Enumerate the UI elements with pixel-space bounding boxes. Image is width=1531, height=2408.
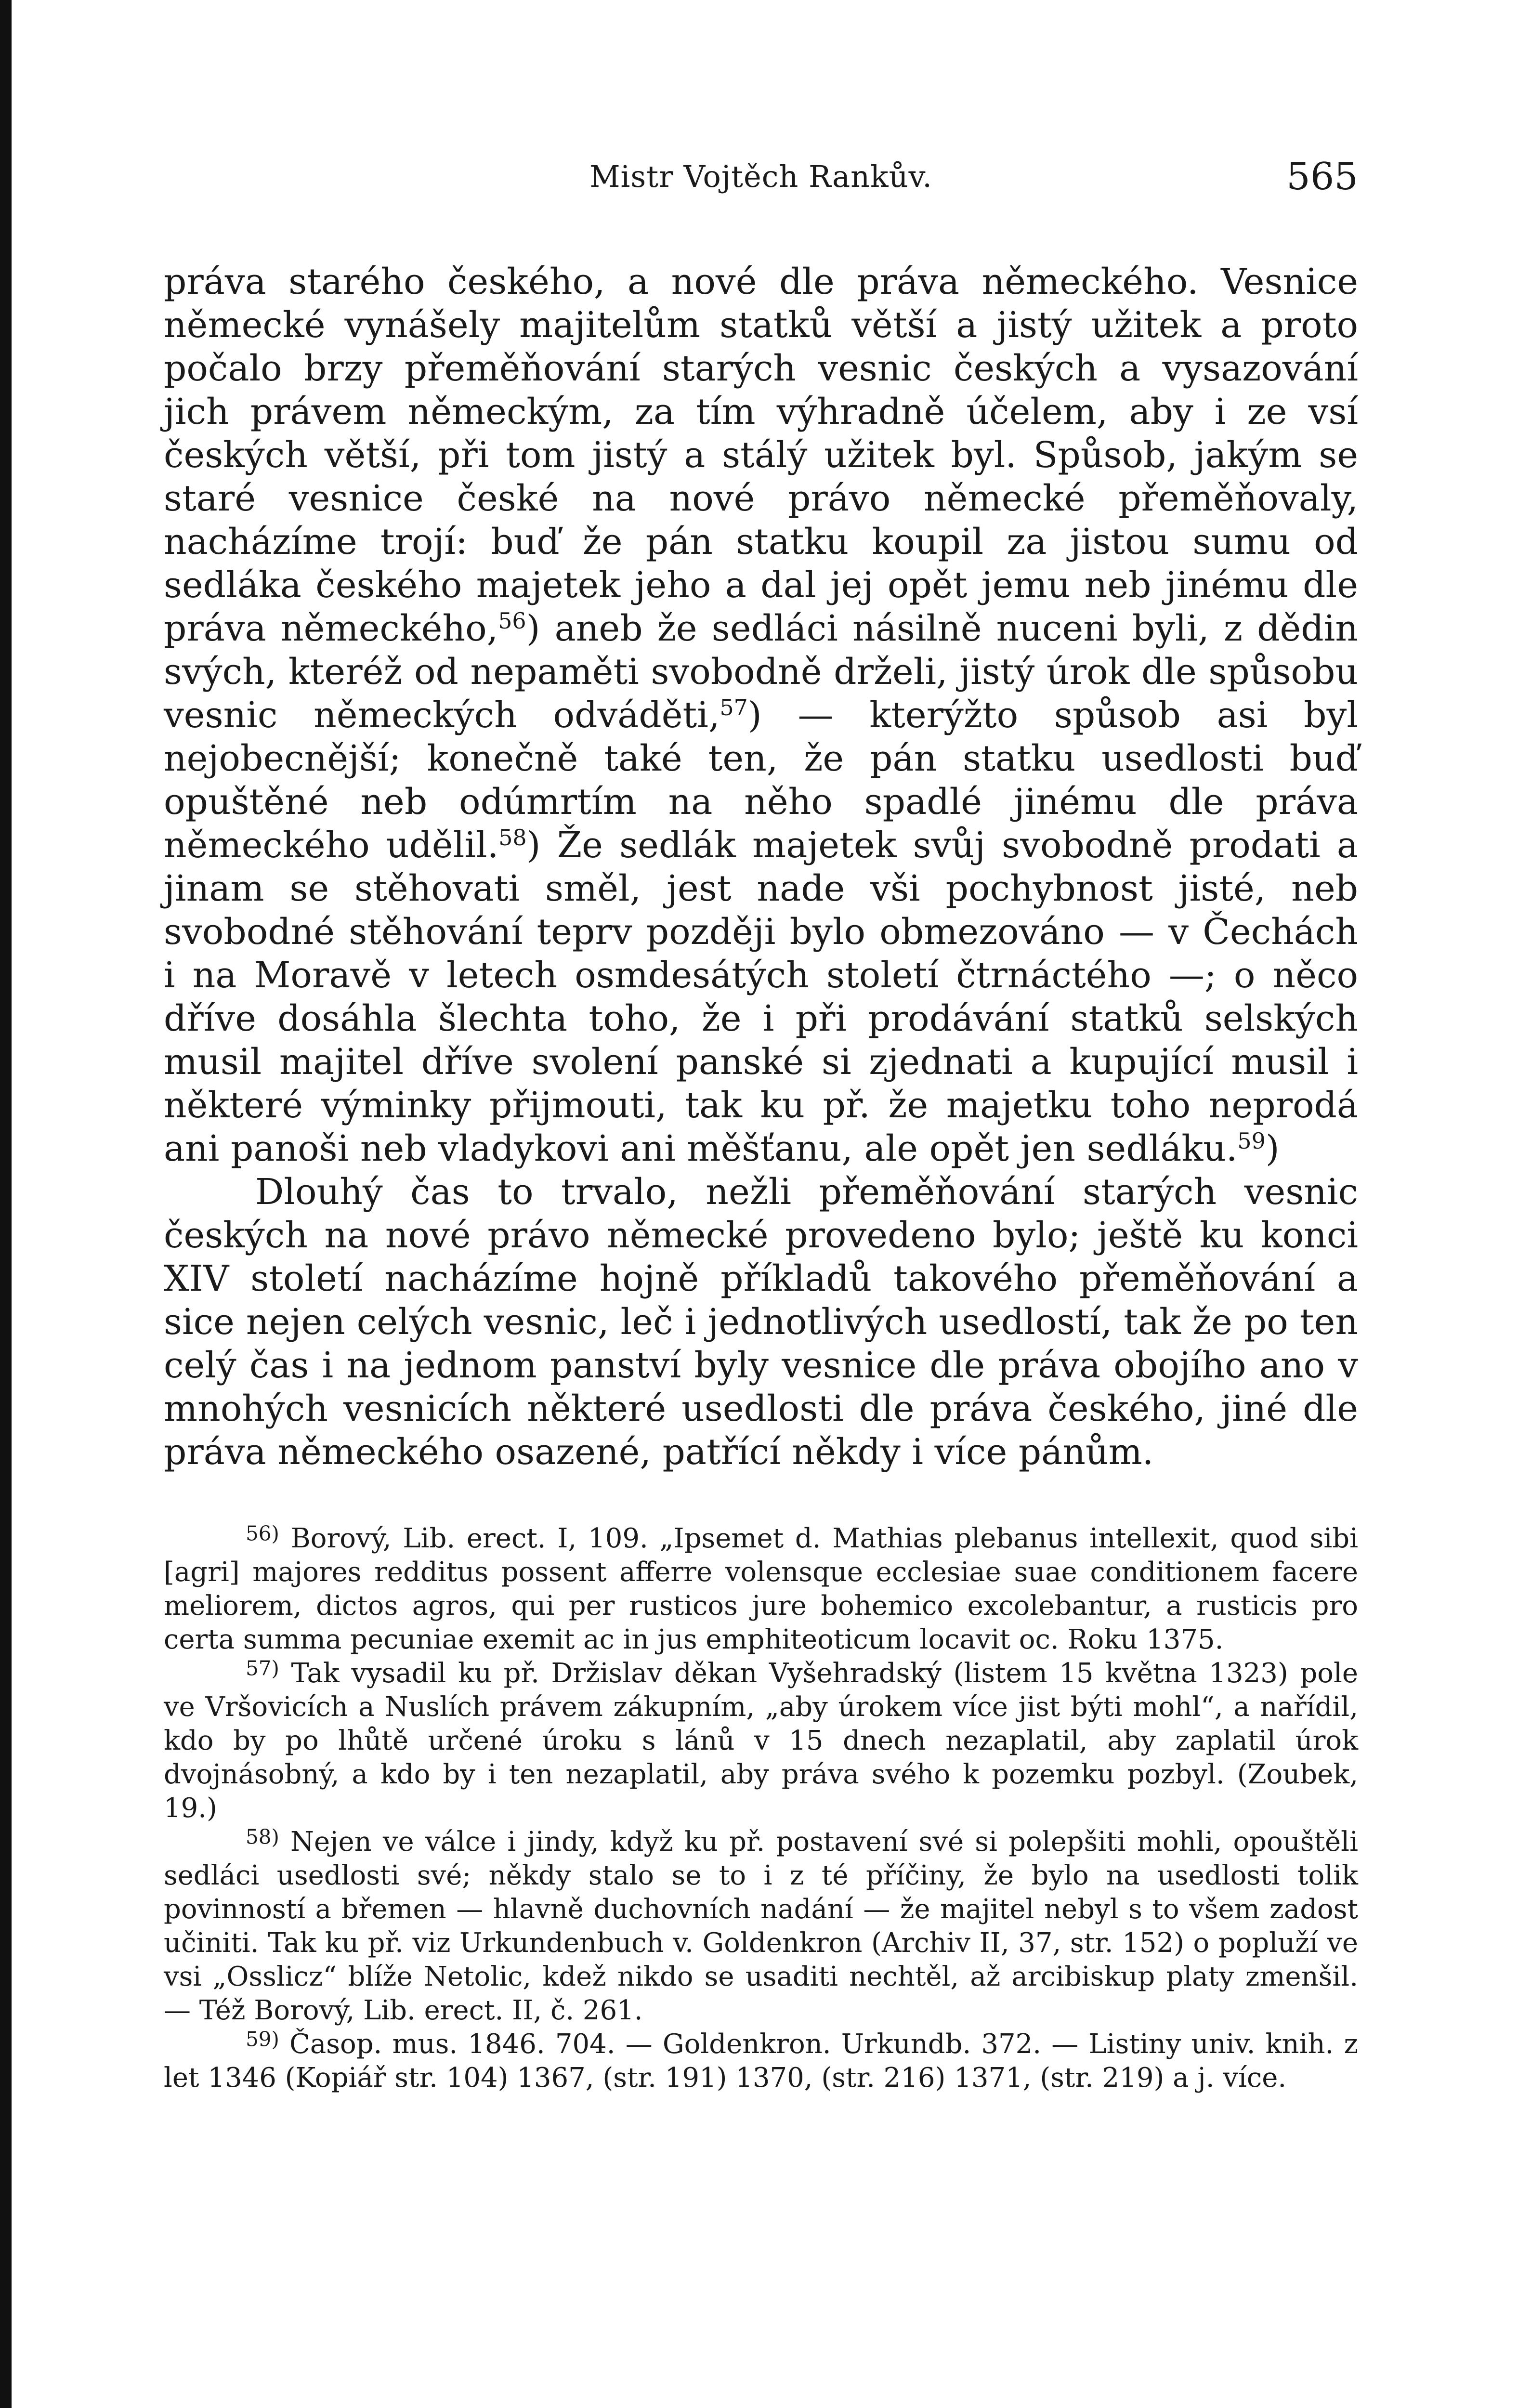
paragraph-1: práva starého českého, a nové dle práva německého. Vesnice německé vynášely majitelům statků větší a jistý užitek a proto počalo brzy přeměňování starých vesnic českých a vysazování jich právem německým, za tím výhradně účelem, aby i ze vsí českých větší, při tom jistý a stálý užitek byl. Spůsob, jakým se staré vesnice české na nové právo německé přeměňovaly, nacházíme trojí: buď že pán statku koupil za jistou sumu od sedláka českého majetek jeho a dal jej opět jemu neb jinému dle práva německého,$^{56}$) aneb že sedláci násilně nuceni byli, z dědin svých, kteréž od nepaměti svobodně drželi, jistý úrok dle spůsobu vesnic německých odváděti,$^{57}$) — kterýžto spůsob asi byl nejobecnější; konečně také ten, že pán statku usedlosti buď opuštěné neb odúmrtím na něho spadlé jinému dle práva německého udělil.$^{58}$) Že sedlák majetek svůj svobodně prodati a jinam se stěhovati směl, jest nade vši pochybnost jisté, neb svobodné stěhování teprv později bylo obmezováno — v Čechách i na Moravě v letech osmdesátých století čtrnáctého —; o něco dříve dosáhla šlechta toho, že i při prodávání statků selských musil majitel dříve svolení panské si zjednati a kupující musil i některé výminky přijmouti, tak ku př. že majetku toho neprodá ani panoši neb vladykovi ani měšťanu, ale opět jen sedláku.$^{59}$) (164, 261, 1358, 1169)
page-number: 565 (1286, 155, 1358, 198)
footnote-mark: 59) (246, 2027, 279, 2051)
paragraph-1-part-a: práva starého českého, a nové dle práva německého. Vesnice německé vynášely majitelům statků větší a jistý užitek a proto počalo brzy přeměňování starých vesnic českých a vysazování jich právem německým, za tím výhradně účelem, aby i ze vsí českých větší, při tom jistý a stálý užitek byl. Spůsob, jakým se staré vesnice české na nové právo německé přeměňovaly, nacházíme trojí: buď že pán statku koupil za jistou sumu od sedláka českého majetek jeho a dal jej opět jemu neb jinému dle práva německého, (164, 261, 1358, 649)
footnote-ref-57: 57 (720, 694, 748, 720)
footnote-text: Borový, Lib. erect. I, 109. „Ipsemet d. Mathias plebanus intellexit, quod sibi [agri] majores redditus possent afferre volensque ecclesiae suae conditionem facere meliorem, dictos agros, qui per rusticos jure bohemico excolebantur, a rusticis pro certa summa pecuniae exemit ac in jus emphiteoticum locavit oc. Roku 1375. (164, 1523, 1358, 1655)
paragraph-1-part-c: — kterýžto spůsob asi byl nejobecnější; konečně také ten, že pán statku usedlosti buď opuštěné neb odúmrtím na něho spadlé jinému dle práva německého udělil. (164, 694, 1358, 866)
page (164, 144, 1358, 2095)
footnote-58 (164, 1825, 1358, 2028)
binding-edge (0, 0, 12, 2408)
paragraph-2: Dlouhý čas to trvalo, nežli přeměňování starých vesnic českých na nové právo německé provedeno bylo; ještě ku konci XIV století nacházíme hojně příkladů takového přeměňování a sice nejen celých vesnic, leč i jednotlivých usedlostí, tak že po ten celý čas i na jednom panství byly vesnice dle práva obojího ano v mnohých vesnicích některé usedlosti dle práva českého, jiné dle práva německého osazené, patřící někdy i více pánům. (164, 1171, 1358, 1473)
footnote-mark: 58) (246, 1825, 279, 1849)
footnote-ref-59: 59 (1237, 1127, 1266, 1154)
footnote-text: Tak vysadil ku př. Držislav děkan Vyšehradský (listem 15 května 1323) pole ve Vršovicích a Nuslích právem zákupním, „aby úrokem více jist býti mohl“, a nařídil, kdo by po lhůtě určené úroku s lánů v 15 dnech nezaplatil, aby zaplatil úrok dvojnásobný, a kdo by i ten nezaplatil, aby práva svého k pozemku pozbyl. (Zoubek, 19.) (164, 1658, 1358, 1824)
running-head (164, 144, 1358, 207)
paragraph-1-part-d: Že sedlák majetek svůj svobodně prodati a jinam se stěhovati směl, jest nade vši pochybnost jisté, neb svobodné stěhování teprv později bylo obmezováno — v Čechách i na Moravě v letech osmdesátých století čtrnáctého —; o něco dříve dosáhla šlechta toho, že i při prodávání statků selských musil majitel dříve svolení panské si zjednati a kupující musil i některé výminky přijmouti, tak ku př. že majetku toho neprodá ani panoši neb vladykovi ani měšťanu, ale opět jen sedláku. (164, 824, 1358, 1169)
footnote-mark: 56) (246, 1521, 279, 1545)
footnote-text: Časop. mus. 1846. 704. — Goldenkron. Urkundb. 372. — Listiny univ. knih. z let 1346 (Kopiář str. 104) 1367, (str. 191) 1370, (str. 216) 1371, (str. 219) a j. více. (164, 2028, 1358, 2094)
footnote-57 (164, 1657, 1358, 1825)
running-title: Mistr Vojtěch Rankův. (589, 159, 932, 194)
footnote-text: Nejen ve válce i jindy, když ku př. postavení své si polepšiti mohli, opouštěli sedláci usedlosti své; někdy stalo se to i z té příčiny, že bylo na usedlosti tolik povinností a břemen — hlavně duchovních nadání — že majitel nebyl s to všem zadost učiniti. Tak ku př. viz Urkundenbuch v. Goldenkron (Archiv II, 37, str. 152) o popluží ve vsi „Osslicz“ blíže Netolic, kdež nikdo se usaditi nechtěl, až arcibiskup platy zmenšil. — Též Borový, Lib. erect. II, č. 261. (164, 1826, 1358, 2026)
body-text (164, 260, 1358, 1474)
footnote-mark: 57) (246, 1656, 279, 1680)
footnote-59 (164, 2028, 1358, 2095)
paragraph-1-part-b: aneb že sedláci násilně nuceni byli, z dědin svých, kteréž od nepaměti svobodně drželi, jistý úrok dle spůsobu vesnic německých odváděti, (164, 608, 1358, 736)
footnotes (164, 1522, 1358, 2095)
footnote-ref-56: 56 (498, 607, 526, 634)
footnote-56 (164, 1522, 1358, 1657)
footnote-ref-58: 58 (498, 824, 527, 851)
